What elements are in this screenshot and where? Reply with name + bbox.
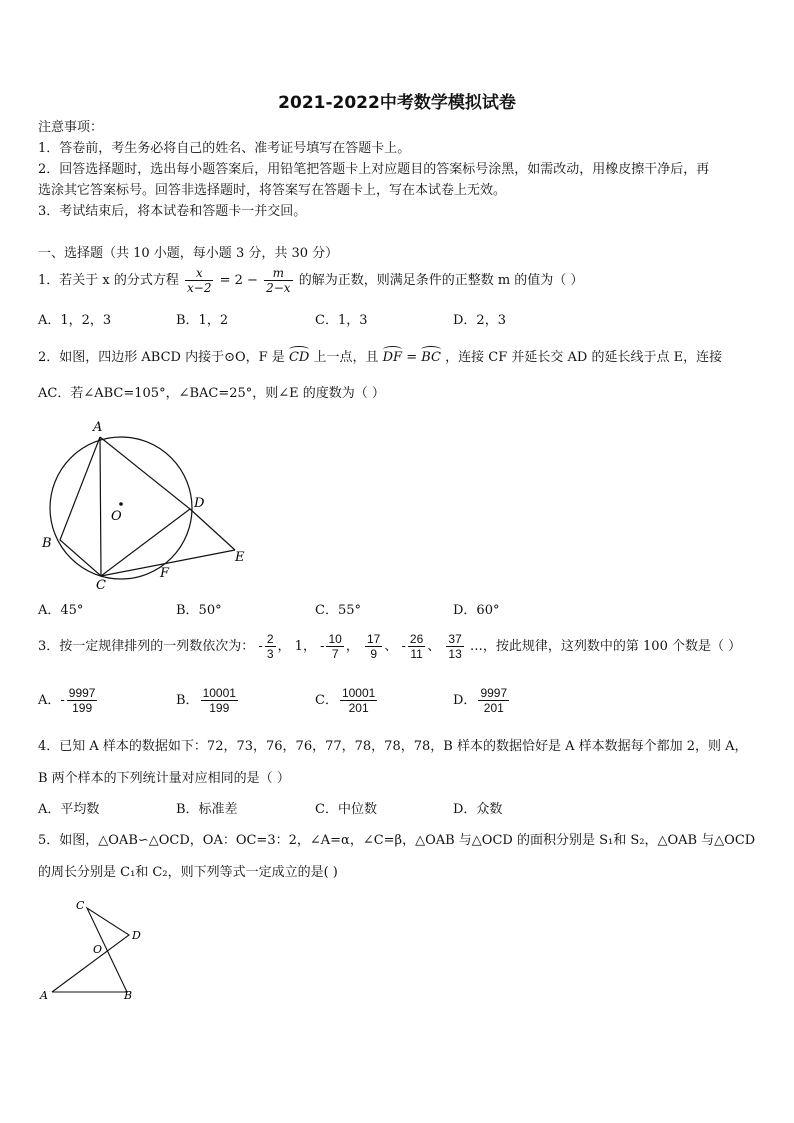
q2-label-c: C: [96, 578, 106, 590]
notice-item-2-cont: 选涂其它答案标号。回答非选择题时，将答案写在答题卡上，写在本试卷上无效。: [38, 183, 507, 198]
q5-label-b: B: [124, 989, 133, 1002]
q3-text-pre: 3．按一定规律排列的一列数依次为：: [38, 639, 255, 654]
q2-label-e: E: [235, 550, 245, 565]
q2-label-o: O: [111, 509, 122, 524]
q3-seq-6: $\frac{37}{13}$: [448, 632, 462, 661]
q5-label-c: C: [76, 899, 85, 912]
q2-option-d: D．60°: [453, 603, 500, 618]
q1-fraction-1: $\frac{x}{x-2}$: [187, 266, 212, 295]
q2-option-c: C．55°: [315, 603, 361, 618]
q2-text-d: ，连接 CF 并延长交 AD 的延长线于点 E，连接: [445, 350, 723, 365]
q2-option-a: A．45°: [38, 603, 84, 618]
q1-text-mid: = 2 −: [219, 273, 258, 288]
q2-segment-ac: [100, 437, 101, 576]
q3-seq-4: $\frac{17}{9}$: [366, 632, 381, 661]
q5-label-o: O: [93, 943, 103, 956]
notice-item-3: 3．考试结束后，将本试卷和答题卡一并交回。: [38, 204, 307, 219]
q4-option-c: C．中位数: [315, 802, 377, 817]
notice-item-1: 1．答卷前，考生务必将自己的姓名、准考证号填写在答题卡上。: [38, 141, 411, 156]
q3-option-d: D． $\frac{9997}{201}$: [453, 686, 508, 715]
q3-seq-3: - $\frac{10}{7}$: [320, 632, 342, 661]
q2-arc-cd: CD: [288, 350, 310, 365]
q1-option-b: B．1，2: [176, 313, 229, 328]
q2-circle: [50, 437, 192, 579]
question-3: 3．按一定规律排列的一列数依次为： - $\frac{2}{3}$ ， 1， - $\frac{10}{7}$ ， $\frac{17}{9}$ 、 - $\frac{26}{11}$ 、 $\frac{37}{13}$ …，按此规律，这列数中的第 100 个数是（ ）: [38, 632, 742, 661]
q4-line-2: B 两个样本的下列统计量对应相同的是（ ）: [38, 771, 290, 786]
question-1: [38, 266, 583, 295]
q5-triangles: [52, 908, 129, 992]
q4-option-d: D．众数: [453, 802, 503, 817]
q1-text-pre: 1．若关于 x 的分式方程: [38, 273, 179, 288]
q2-option-b: B．50°: [176, 603, 222, 618]
q1-option-d: D．2，3: [453, 313, 506, 328]
q1-text-post: 的解为正数，则满足条件的正整数 m 的值为（ ）: [298, 273, 584, 288]
q5-line-2: 的周长分别是 C₁和 C₂，则下列等式一定成立的是( ): [38, 865, 338, 880]
q2-figure: [38, 415, 258, 590]
q2-segment-de: [190, 509, 235, 550]
notice-heading: 注意事项：: [38, 120, 104, 135]
question-2: [38, 350, 722, 366]
page-title: 2021-2022中考数学模拟试卷: [278, 93, 516, 113]
q3-option-a: A．- $\frac{9997}{199}$: [38, 686, 96, 715]
q3-seq-1: - $\frac{2}{3}$: [258, 632, 274, 661]
q3-text-post: …，按此规律，这列数中的第 100 个数是（ ）: [469, 639, 742, 654]
q2-line-2: AC．若∠ABC=105°，∠BAC=25°，则∠E 的度数为（ ）: [38, 386, 385, 401]
q2-label-b: B: [42, 536, 52, 551]
q2-text-c: =: [406, 350, 418, 365]
question-5: 5．如图，△OAB∽△OCD，OA：OC=3：2，∠A=α，∠C=β，△OAB 与△OCD 的面积分别是 S₁和 S₂，△OAB 与△OCD: [38, 833, 756, 848]
q2-text-a: 2．如图，四边形 ABCD 内接于⊙O，F 是: [38, 350, 285, 365]
q5-label-d: D: [132, 929, 141, 942]
q1-fraction-2: $\frac{m}{2-x}$: [266, 266, 291, 295]
q1-option-c: C．1，3: [315, 313, 368, 328]
notice-item-2: 2．回答选择题时，选出每小题答案后，用铅笔把答题卡上对应题目的答案标号涂黑，如需改动，用橡皮擦干净后，再: [38, 162, 710, 177]
q3-option-b: B． $\frac{10001}{199}$: [176, 686, 236, 715]
q2-arc-df: DF: [382, 350, 403, 365]
q5-figure: [36, 895, 156, 1005]
q3-seq-2: 1: [294, 639, 303, 654]
q3-seq-5: - $\frac{26}{11}$: [401, 632, 424, 661]
q2-center-dot: [119, 502, 123, 506]
q4-option-a: A．平均数: [38, 802, 100, 817]
q2-text-b: 上一点，且: [313, 350, 379, 365]
q2-label-a: A: [93, 420, 103, 435]
section-heading: 一、选择题（共 10 小题，每小题 3 分，共 30 分）: [38, 246, 339, 261]
q2-label-f: F: [160, 566, 170, 581]
q3-option-c: C． $\frac{10001}{201}$: [315, 686, 376, 715]
question-4: 4．已知 A 样本的数据如下：72，73，76，76，77，78，78，78，B 样本的数据恰好是 A 样本数据每个都加 2，则 A，: [38, 739, 748, 754]
q1-option-a: A．1，2，3: [38, 313, 112, 328]
q2-label-d: D: [194, 496, 205, 511]
q4-option-b: B．标准差: [176, 802, 238, 817]
q5-label-a: A: [40, 989, 48, 1002]
q2-arc-bc: BC: [421, 350, 441, 365]
